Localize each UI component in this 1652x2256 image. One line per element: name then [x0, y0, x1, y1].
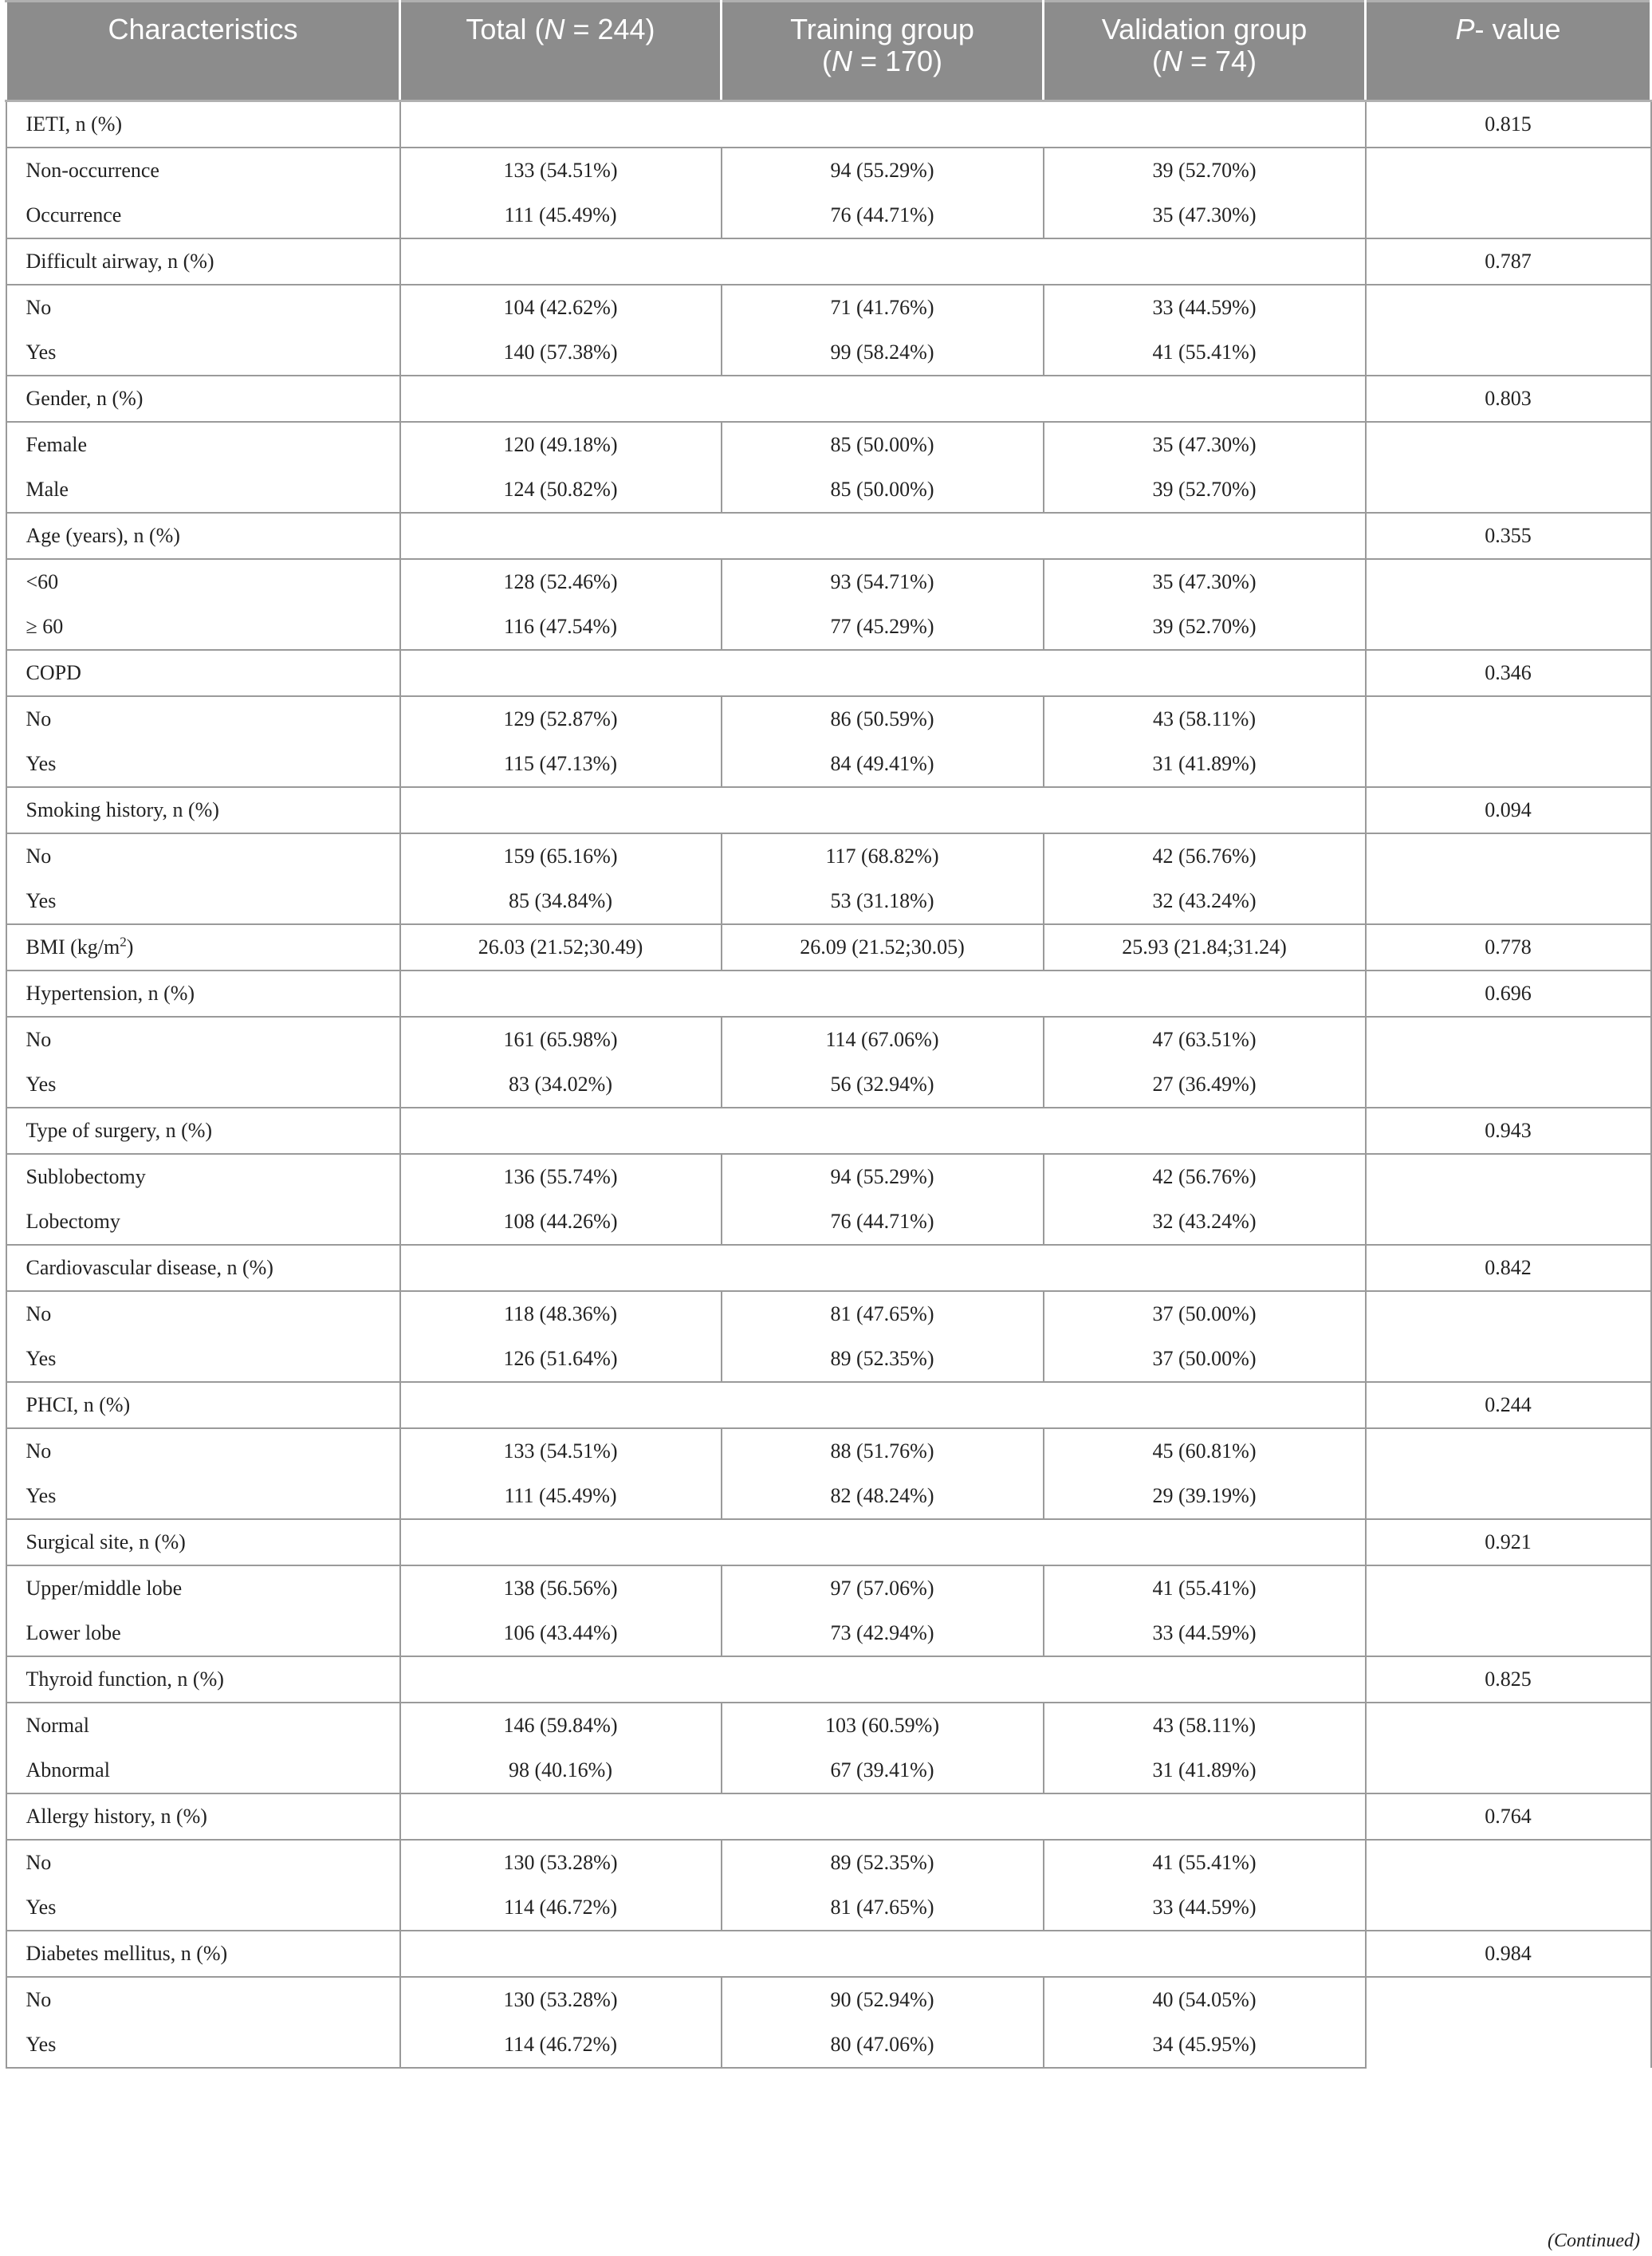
table-header-row: [6, 2, 1651, 101]
cell-total: 120 (49.18%): [400, 422, 722, 467]
cell-validation: 43 (58.11%): [1044, 696, 1366, 742]
characteristics-table-container: [5, 0, 1650, 2251]
group-empty-span: [400, 1519, 1366, 1565]
table-row: [6, 285, 1651, 330]
group-label: PHCI, n (%): [6, 1382, 400, 1428]
cell-validation: 37 (50.00%): [1044, 1291, 1366, 1337]
cell-total: 146 (59.84%): [400, 1703, 722, 1748]
cell-training: 99 (58.24%): [722, 330, 1044, 376]
row-label: Yes: [6, 1337, 400, 1382]
row-label: ≥ 60: [6, 604, 400, 650]
cell-training: 53 (31.18%): [722, 879, 1044, 924]
cell-training: 84 (49.41%): [722, 742, 1044, 787]
cell-training: 80 (47.06%): [722, 2022, 1044, 2068]
group-empty-span: [400, 1793, 1366, 1840]
row-label: Lobectomy: [6, 1199, 400, 1245]
table-row: [6, 1017, 1651, 1062]
row-label: No: [6, 696, 400, 742]
cell-training: 86 (50.59%): [722, 696, 1044, 742]
row-label: Non-occurrence: [6, 148, 400, 193]
cell-training: 67 (39.41%): [722, 1748, 1044, 1793]
row-label: Yes: [6, 1062, 400, 1108]
table-row: [6, 833, 1651, 879]
cell-total: 85 (34.84%): [400, 879, 722, 924]
table-row: [6, 559, 1651, 604]
cell-training: 73 (42.94%): [722, 1611, 1044, 1656]
cell-validation: 32 (43.24%): [1044, 879, 1366, 924]
cell-validation: 39 (52.70%): [1044, 604, 1366, 650]
row-label: No: [6, 1017, 400, 1062]
header-characteristics: Characteristics: [6, 2, 400, 101]
group-empty-span: [400, 1656, 1366, 1703]
cell-training: 89 (52.35%): [722, 1840, 1044, 1885]
row-label: Male: [6, 467, 400, 513]
group-label: Surgical site, n (%): [6, 1519, 400, 1565]
group-empty-span: [400, 1931, 1366, 1977]
cell-p-value: 0.815: [1366, 101, 1651, 148]
table-body: [6, 101, 1651, 2069]
cell-p-value-empty: [1366, 285, 1651, 376]
group-header-row: [6, 238, 1651, 285]
group-header-row: [6, 513, 1651, 559]
row-label: Sublobectomy: [6, 1154, 400, 1199]
cell-training: 94 (55.29%): [722, 1154, 1044, 1199]
characteristics-table: [5, 0, 1652, 2069]
cell-total: 133 (54.51%): [400, 1428, 722, 1474]
row-label: Upper/middle lobe: [6, 1565, 400, 1611]
cell-p-value-empty: [1366, 1703, 1651, 1793]
cell-total: 111 (45.49%): [400, 1474, 722, 1519]
cell-training: 114 (67.06%): [722, 1017, 1044, 1062]
group-header-row: [6, 376, 1651, 422]
cell-total: 115 (47.13%): [400, 742, 722, 787]
cell-training: 82 (48.24%): [722, 1474, 1044, 1519]
cell-p-value: 0.778: [1366, 924, 1651, 971]
cell-p-value-empty: [1366, 148, 1651, 238]
row-label: No: [6, 1428, 400, 1474]
cell-p-value: 0.094: [1366, 787, 1651, 833]
group-label: Type of surgery, n (%): [6, 1108, 400, 1154]
cell-total: 108 (44.26%): [400, 1199, 722, 1245]
cell-validation: 35 (47.30%): [1044, 559, 1366, 604]
cell-training: 81 (47.65%): [722, 1291, 1044, 1337]
group-header-row: [6, 1656, 1651, 1703]
cell-training: 26.09 (21.52;30.05): [722, 924, 1044, 971]
cell-training: 93 (54.71%): [722, 559, 1044, 604]
group-label: Cardiovascular disease, n (%): [6, 1245, 400, 1291]
cell-p-value-empty: [1366, 696, 1651, 787]
cell-validation: 35 (47.30%): [1044, 422, 1366, 467]
cell-training: 97 (57.06%): [722, 1565, 1044, 1611]
group-empty-span: [400, 376, 1366, 422]
cell-training: 81 (47.65%): [722, 1885, 1044, 1931]
group-empty-span: [400, 1382, 1366, 1428]
cell-validation: 42 (56.76%): [1044, 1154, 1366, 1199]
group-empty-span: [400, 1108, 1366, 1154]
cell-p-value: 0.842: [1366, 1245, 1651, 1291]
cell-training: 76 (44.71%): [722, 1199, 1044, 1245]
cell-p-value-empty: [1366, 422, 1651, 513]
cell-p-value: 0.346: [1366, 650, 1651, 696]
row-label: Abnormal: [6, 1748, 400, 1793]
row-label: Yes: [6, 330, 400, 376]
cell-total: 98 (40.16%): [400, 1748, 722, 1793]
group-empty-span: [400, 650, 1366, 696]
row-label: <60: [6, 559, 400, 604]
group-header-row: [6, 1519, 1651, 1565]
cell-validation: 33 (44.59%): [1044, 285, 1366, 330]
cell-p-value: 0.244: [1366, 1382, 1651, 1428]
cell-total: 116 (47.54%): [400, 604, 722, 650]
cell-validation: 33 (44.59%): [1044, 1611, 1366, 1656]
row-label: Female: [6, 422, 400, 467]
cell-total: 118 (48.36%): [400, 1291, 722, 1337]
group-header-row: [6, 1382, 1651, 1428]
table-row: [6, 1291, 1651, 1337]
cell-training: 56 (32.94%): [722, 1062, 1044, 1108]
cell-total: 104 (42.62%): [400, 285, 722, 330]
row-label: No: [6, 285, 400, 330]
continued-note: (Continued): [1548, 2230, 1640, 2251]
cell-p-value-empty: [1366, 1017, 1651, 1108]
cell-training: 103 (60.59%): [722, 1703, 1044, 1748]
cell-training: 89 (52.35%): [722, 1337, 1044, 1382]
cell-p-value-empty: [1366, 559, 1651, 650]
cell-total: 128 (52.46%): [400, 559, 722, 604]
cell-total: 129 (52.87%): [400, 696, 722, 742]
row-label-tail: ): [126, 935, 134, 959]
cell-validation: 39 (52.70%): [1044, 467, 1366, 513]
cell-training: 94 (55.29%): [722, 148, 1044, 193]
row-label: Yes: [6, 1885, 400, 1931]
cell-total: 126 (51.64%): [400, 1337, 722, 1382]
row-label: Lower lobe: [6, 1611, 400, 1656]
group-empty-span: [400, 1245, 1366, 1291]
cell-total: 136 (55.74%): [400, 1154, 722, 1199]
cell-p-value-empty: [1366, 1428, 1651, 1519]
cell-validation: 41 (55.41%): [1044, 1840, 1366, 1885]
cell-validation: 42 (56.76%): [1044, 833, 1366, 879]
cell-training: 71 (41.76%): [722, 285, 1044, 330]
cell-training: 85 (50.00%): [722, 467, 1044, 513]
group-empty-span: [400, 787, 1366, 833]
cell-total: 130 (53.28%): [400, 1977, 722, 2022]
group-label: Gender, n (%): [6, 376, 400, 422]
table-row: [6, 1154, 1651, 1199]
cell-validation: 27 (36.49%): [1044, 1062, 1366, 1108]
group-label: Smoking history, n (%): [6, 787, 400, 833]
cell-validation: 32 (43.24%): [1044, 1199, 1366, 1245]
cell-total: 161 (65.98%): [400, 1017, 722, 1062]
row-label: Yes: [6, 2022, 400, 2068]
cell-validation: 41 (55.41%): [1044, 330, 1366, 376]
cell-p-value-empty: [1366, 1977, 1651, 2068]
cell-validation: 29 (39.19%): [1044, 1474, 1366, 1519]
cell-validation: 39 (52.70%): [1044, 148, 1366, 193]
row-label: [6, 924, 400, 971]
cell-p-value-empty: [1366, 1840, 1651, 1931]
cell-total: 114 (46.72%): [400, 1885, 722, 1931]
cell-validation: 43 (58.11%): [1044, 1703, 1366, 1748]
group-header-row: [6, 650, 1651, 696]
row-label-text: BMI (kg/m: [26, 935, 120, 959]
cell-total: 111 (45.49%): [400, 193, 722, 238]
row-label: Normal: [6, 1703, 400, 1748]
cell-p-value-empty: [1366, 1565, 1651, 1656]
table-row: [6, 696, 1651, 742]
cell-validation: 37 (50.00%): [1044, 1337, 1366, 1382]
cell-total: 114 (46.72%): [400, 2022, 722, 2068]
group-label: Diabetes mellitus, n (%): [6, 1931, 400, 1977]
group-header-row: [6, 1793, 1651, 1840]
group-label: Thyroid function, n (%): [6, 1656, 400, 1703]
cell-total: 130 (53.28%): [400, 1840, 722, 1885]
table-row: [6, 148, 1651, 193]
row-label: No: [6, 833, 400, 879]
cell-training: 77 (45.29%): [722, 604, 1044, 650]
cell-validation: 41 (55.41%): [1044, 1565, 1366, 1611]
table-row: [6, 1840, 1651, 1885]
cell-p-value: 0.825: [1366, 1656, 1651, 1703]
header-total: Total (N = 244): [400, 2, 722, 101]
row-label: Yes: [6, 742, 400, 787]
table-row: [6, 422, 1651, 467]
table-row: [6, 1428, 1651, 1474]
cell-p-value-empty: [1366, 1154, 1651, 1245]
cell-p-value-empty: [1366, 1291, 1651, 1382]
cell-validation: 33 (44.59%): [1044, 1885, 1366, 1931]
cell-validation: 34 (45.95%): [1044, 2022, 1366, 2068]
group-label: Difficult airway, n (%): [6, 238, 400, 285]
cell-total: 83 (34.02%): [400, 1062, 722, 1108]
group-label: IETI, n (%): [6, 101, 400, 148]
cell-validation: 47 (63.51%): [1044, 1017, 1366, 1062]
group-header-row: [6, 1931, 1651, 1977]
row-label: Occurrence: [6, 193, 400, 238]
cell-p-value: 0.921: [1366, 1519, 1651, 1565]
cell-p-value: 0.764: [1366, 1793, 1651, 1840]
row-label: No: [6, 1291, 400, 1337]
group-header-row: [6, 1108, 1651, 1154]
cell-validation: 35 (47.30%): [1044, 193, 1366, 238]
table-row: [6, 924, 1651, 971]
group-label: COPD: [6, 650, 400, 696]
cell-validation: 25.93 (21.84;31.24): [1044, 924, 1366, 971]
cell-p-value: 0.984: [1366, 1931, 1651, 1977]
group-empty-span: [400, 238, 1366, 285]
row-label: No: [6, 1977, 400, 2022]
group-header-row: [6, 787, 1651, 833]
cell-validation: 31 (41.89%): [1044, 1748, 1366, 1793]
table-row: [6, 1977, 1651, 2022]
group-empty-span: [400, 101, 1366, 148]
cell-p-value: 0.943: [1366, 1108, 1651, 1154]
cell-training: 76 (44.71%): [722, 193, 1044, 238]
row-label: Yes: [6, 879, 400, 924]
cell-total: 159 (65.16%): [400, 833, 722, 879]
cell-total: 138 (56.56%): [400, 1565, 722, 1611]
row-label: Yes: [6, 1474, 400, 1519]
cell-total: 133 (54.51%): [400, 148, 722, 193]
row-label: No: [6, 1840, 400, 1885]
cell-total: 140 (57.38%): [400, 330, 722, 376]
cell-total: 26.03 (21.52;30.49): [400, 924, 722, 971]
cell-training: 90 (52.94%): [722, 1977, 1044, 2022]
cell-validation: 31 (41.89%): [1044, 742, 1366, 787]
group-empty-span: [400, 513, 1366, 559]
header-training-group: Training group (N = 170): [722, 2, 1044, 101]
cell-p-value: 0.696: [1366, 971, 1651, 1017]
cell-p-value-empty: [1366, 833, 1651, 924]
header-p-value: P- value: [1366, 2, 1651, 101]
cell-training: 85 (50.00%): [722, 422, 1044, 467]
header-validation-group: Validation group (N = 74): [1044, 2, 1366, 101]
group-empty-span: [400, 971, 1366, 1017]
cell-p-value: 0.787: [1366, 238, 1651, 285]
group-label: Hypertension, n (%): [6, 971, 400, 1017]
cell-p-value: 0.355: [1366, 513, 1651, 559]
group-header-row: [6, 1245, 1651, 1291]
cell-validation: 40 (54.05%): [1044, 1977, 1366, 2022]
table-row: [6, 1565, 1651, 1611]
cell-training: 88 (51.76%): [722, 1428, 1044, 1474]
cell-p-value: 0.803: [1366, 376, 1651, 422]
group-label: Age (years), n (%): [6, 513, 400, 559]
group-header-row: [6, 101, 1651, 148]
group-header-row: [6, 971, 1651, 1017]
row-label-superscript: 2: [120, 934, 127, 950]
cell-training: 117 (68.82%): [722, 833, 1044, 879]
cell-total: 106 (43.44%): [400, 1611, 722, 1656]
cell-total: 124 (50.82%): [400, 467, 722, 513]
group-label: Allergy history, n (%): [6, 1793, 400, 1840]
cell-validation: 45 (60.81%): [1044, 1428, 1366, 1474]
table-row: [6, 1703, 1651, 1748]
